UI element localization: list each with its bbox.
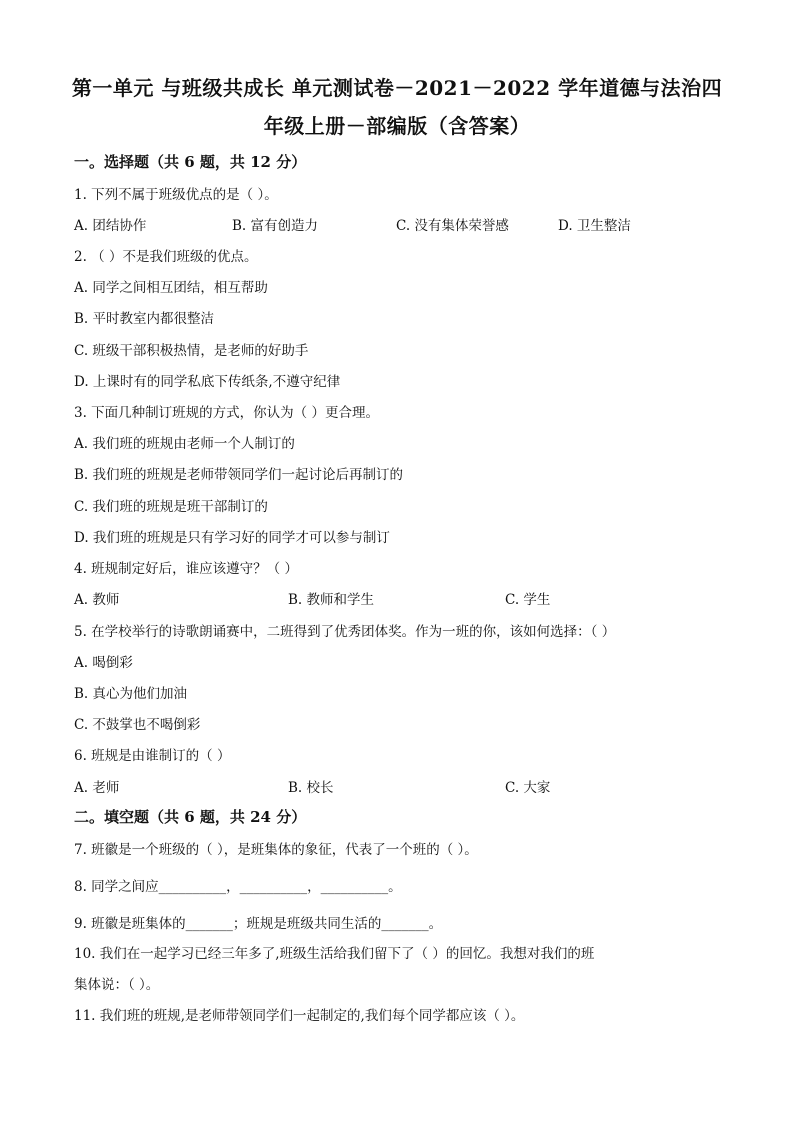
q1-option-a: A. 团结协作 — [74, 218, 147, 234]
q3-option-c: C. 我们班的班规是班干部制订的 — [74, 499, 268, 515]
question-1: 1. 下列不属于班级优点的是（ ）。 — [74, 187, 278, 203]
q1-option-c: C. 没有集体荣誉感 — [396, 218, 509, 234]
question-5: 5. 在学校举行的诗歌朗诵赛中，二班得到了优秀团体奖。作为一班的你，该如何选择：（ ） — [74, 624, 616, 640]
question-8: 8. 同学之间应__________，__________，__________。 — [74, 879, 402, 895]
q4-option-a: A. 教师 — [74, 592, 120, 608]
q5-option-a: A. 喝倒彩 — [74, 655, 133, 671]
question-9: 9. 班徽是班集体的_______；班规是班级共同生活的_______。 — [74, 916, 443, 932]
q1-option-d: D. 卫生整洁 — [558, 218, 631, 234]
q6-option-b: B. 校长 — [288, 780, 334, 796]
question-6: 6. 班规是由谁制订的（ ） — [74, 748, 231, 764]
q3-option-d: D. 我们班的班规是只有学习好的同学才可以参与制订 — [74, 530, 390, 546]
q6-option-c: C. 大家 — [505, 780, 551, 796]
q6-option-a: A. 老师 — [74, 780, 120, 796]
q3-option-a: A. 我们班的班规由老师一个人制订的 — [74, 436, 295, 452]
q3-option-b: B. 我们班的班规是老师带领同学们一起讨论后再制订的 — [74, 467, 404, 483]
question-3: 3. 下面几种制订班规的方式，你认为（ ）更合理。 — [74, 405, 379, 421]
q2-option-c: C. 班级干部积极热情，是老师的好助手 — [74, 343, 309, 359]
question-4: 4. 班规制定好后，谁应该遵守？（ ） — [74, 561, 298, 577]
question-10-line-2: 集体说：（ ）。 — [74, 977, 160, 993]
question-2: 2. （ ）不是我们班级的优点。 — [74, 249, 258, 265]
q5-option-c: C. 不鼓掌也不喝倒彩 — [74, 717, 201, 733]
question-7: 7. 班徽是一个班级的（ ），是班集体的象征，代表了一个班的（ ）。 — [74, 842, 478, 858]
question-10-line-1: 10. 我们在一起学习已经三年多了,班级生活给我们留下了（ ）的回忆。我想对我们的班 — [74, 946, 595, 962]
page-title-line-2: 年级上册－部编版（含答案） — [263, 114, 531, 138]
question-11: 11. 我们班的班规,是老师带领同学们一起制定的,我们每个同学都应该（ ）。 — [74, 1008, 525, 1024]
q2-option-b: B. 平时教室内都很整洁 — [74, 311, 215, 327]
section-heading-fill-in: 二。填空题（共 6 题，共 24 分） — [74, 808, 307, 826]
q4-option-c: C. 学生 — [505, 592, 551, 608]
q5-option-b: B. 真心为他们加油 — [74, 686, 188, 702]
q1-option-b: B. 富有创造力 — [232, 218, 319, 234]
section-heading-choice: 一。选择题（共 6 题，共 12 分） — [74, 153, 307, 171]
q2-option-d: D. 上课时有的同学私底下传纸条,不遵守纪律 — [74, 374, 341, 390]
q4-option-b: B. 教师和学生 — [288, 592, 375, 608]
page-title-line-1: 第一单元 与班级共成长 单元测试卷－2021－2022 学年道德与法治四 — [71, 76, 723, 100]
q2-option-a: A. 同学之间相互团结，相互帮助 — [74, 280, 268, 296]
